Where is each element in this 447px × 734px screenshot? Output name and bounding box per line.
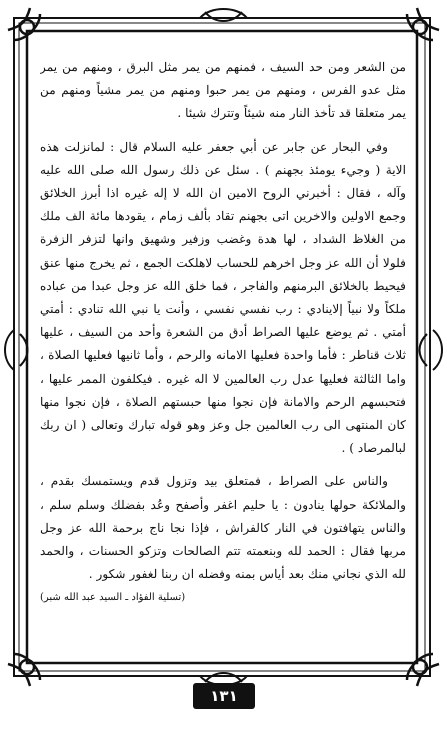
paragraph-2: وفي البحار عن جابر عن أبي جعفر عليه السلام قال : لمانزلت هذه الاية ( وجيء يومئذ بجهنم ) . سئل عن ذلك رسول الله صلى الله عليه وآله ، فقال : أخبرني الروح الامين ان الله لا إله غيره اذا أبرز الخلائق وجمع الاولين والاخرين اتى بجهنم تقاد بألف زمام ، يقودها مائة الف ملك من الغلاظ الشداد ، لها هدة وغضب وزفير وشهيق وانها لتزفر الزفرة فلولا أن الله عز وجل اخرهم للحساب لاهلكت الجمع ، ثم يخرج منها عنق فيحيط بالخلائق البرمنهم والفاجر ، فما خلق الله عز وجل عبدا من عباده ملكاً ولا نبياً إلاينادي : رب نفسي نفسي ، وأنت يا نبي الله تنادي : أمتي أمتي . ثم يوضع عليها الصراط أدق من الشعرة وأحد من السيف ، عليها ثلاث قناطر : فأما واحدة فعليها الامانه والرحم ، وأما ثانيها فعليها الصلاة ، واما الثالثة فعليها عدل رب العالمين لا اله غيره . فيكلفون الممر عليها ، فتحبسهم الرحم والامانة فإن نجوا منها حبستهم الصلاة ، فإن نجوا منها كان المنتهى الى رب العالمين جل وعز وهو قوله تبارك وتعالى ( ان ربك لبالمرصاد ) . — [40, 139, 406, 456]
page-number: ١٣١ — [193, 683, 255, 709]
paragraph-1: من الشعر ومن حد السيف ، فمنهم من يمر مثل البرق ، ومنهم من يمر مثل عدو الفرس ، ومنهم من يمر حبوا ومنهم من يمر مشياً ومنهم من يمر متعلقا قد تأخذ النار منه شيئاً وتترك شيئا . — [40, 60, 406, 121]
page-text — [40, 56, 406, 656]
paragraph-3 — [40, 470, 406, 604]
paragraph-3-text: والناس على الصراط ، فمتعلق بيد وتزول قدم ويستمسك بقدم ، والملائكة حولها ينادون : يا حليم اغفر وأصفح وعُد بفضلك وسلم سلم ، والناس يتهافتون في النار كالفراش ، فإذا نجا ناج برحمة الله عز وجل مربها فقال : الحمد لله وبنعمته تتم الصالحات وتزكو الحسنات ، والحمد لله الذي نجاني منك بعد أياس بمنه وفضله ان ربنا لغفور شكور . — [40, 474, 406, 582]
source-citation: (تسلية الفؤاد ـ السيد عبد الله شبر) — [40, 592, 186, 604]
